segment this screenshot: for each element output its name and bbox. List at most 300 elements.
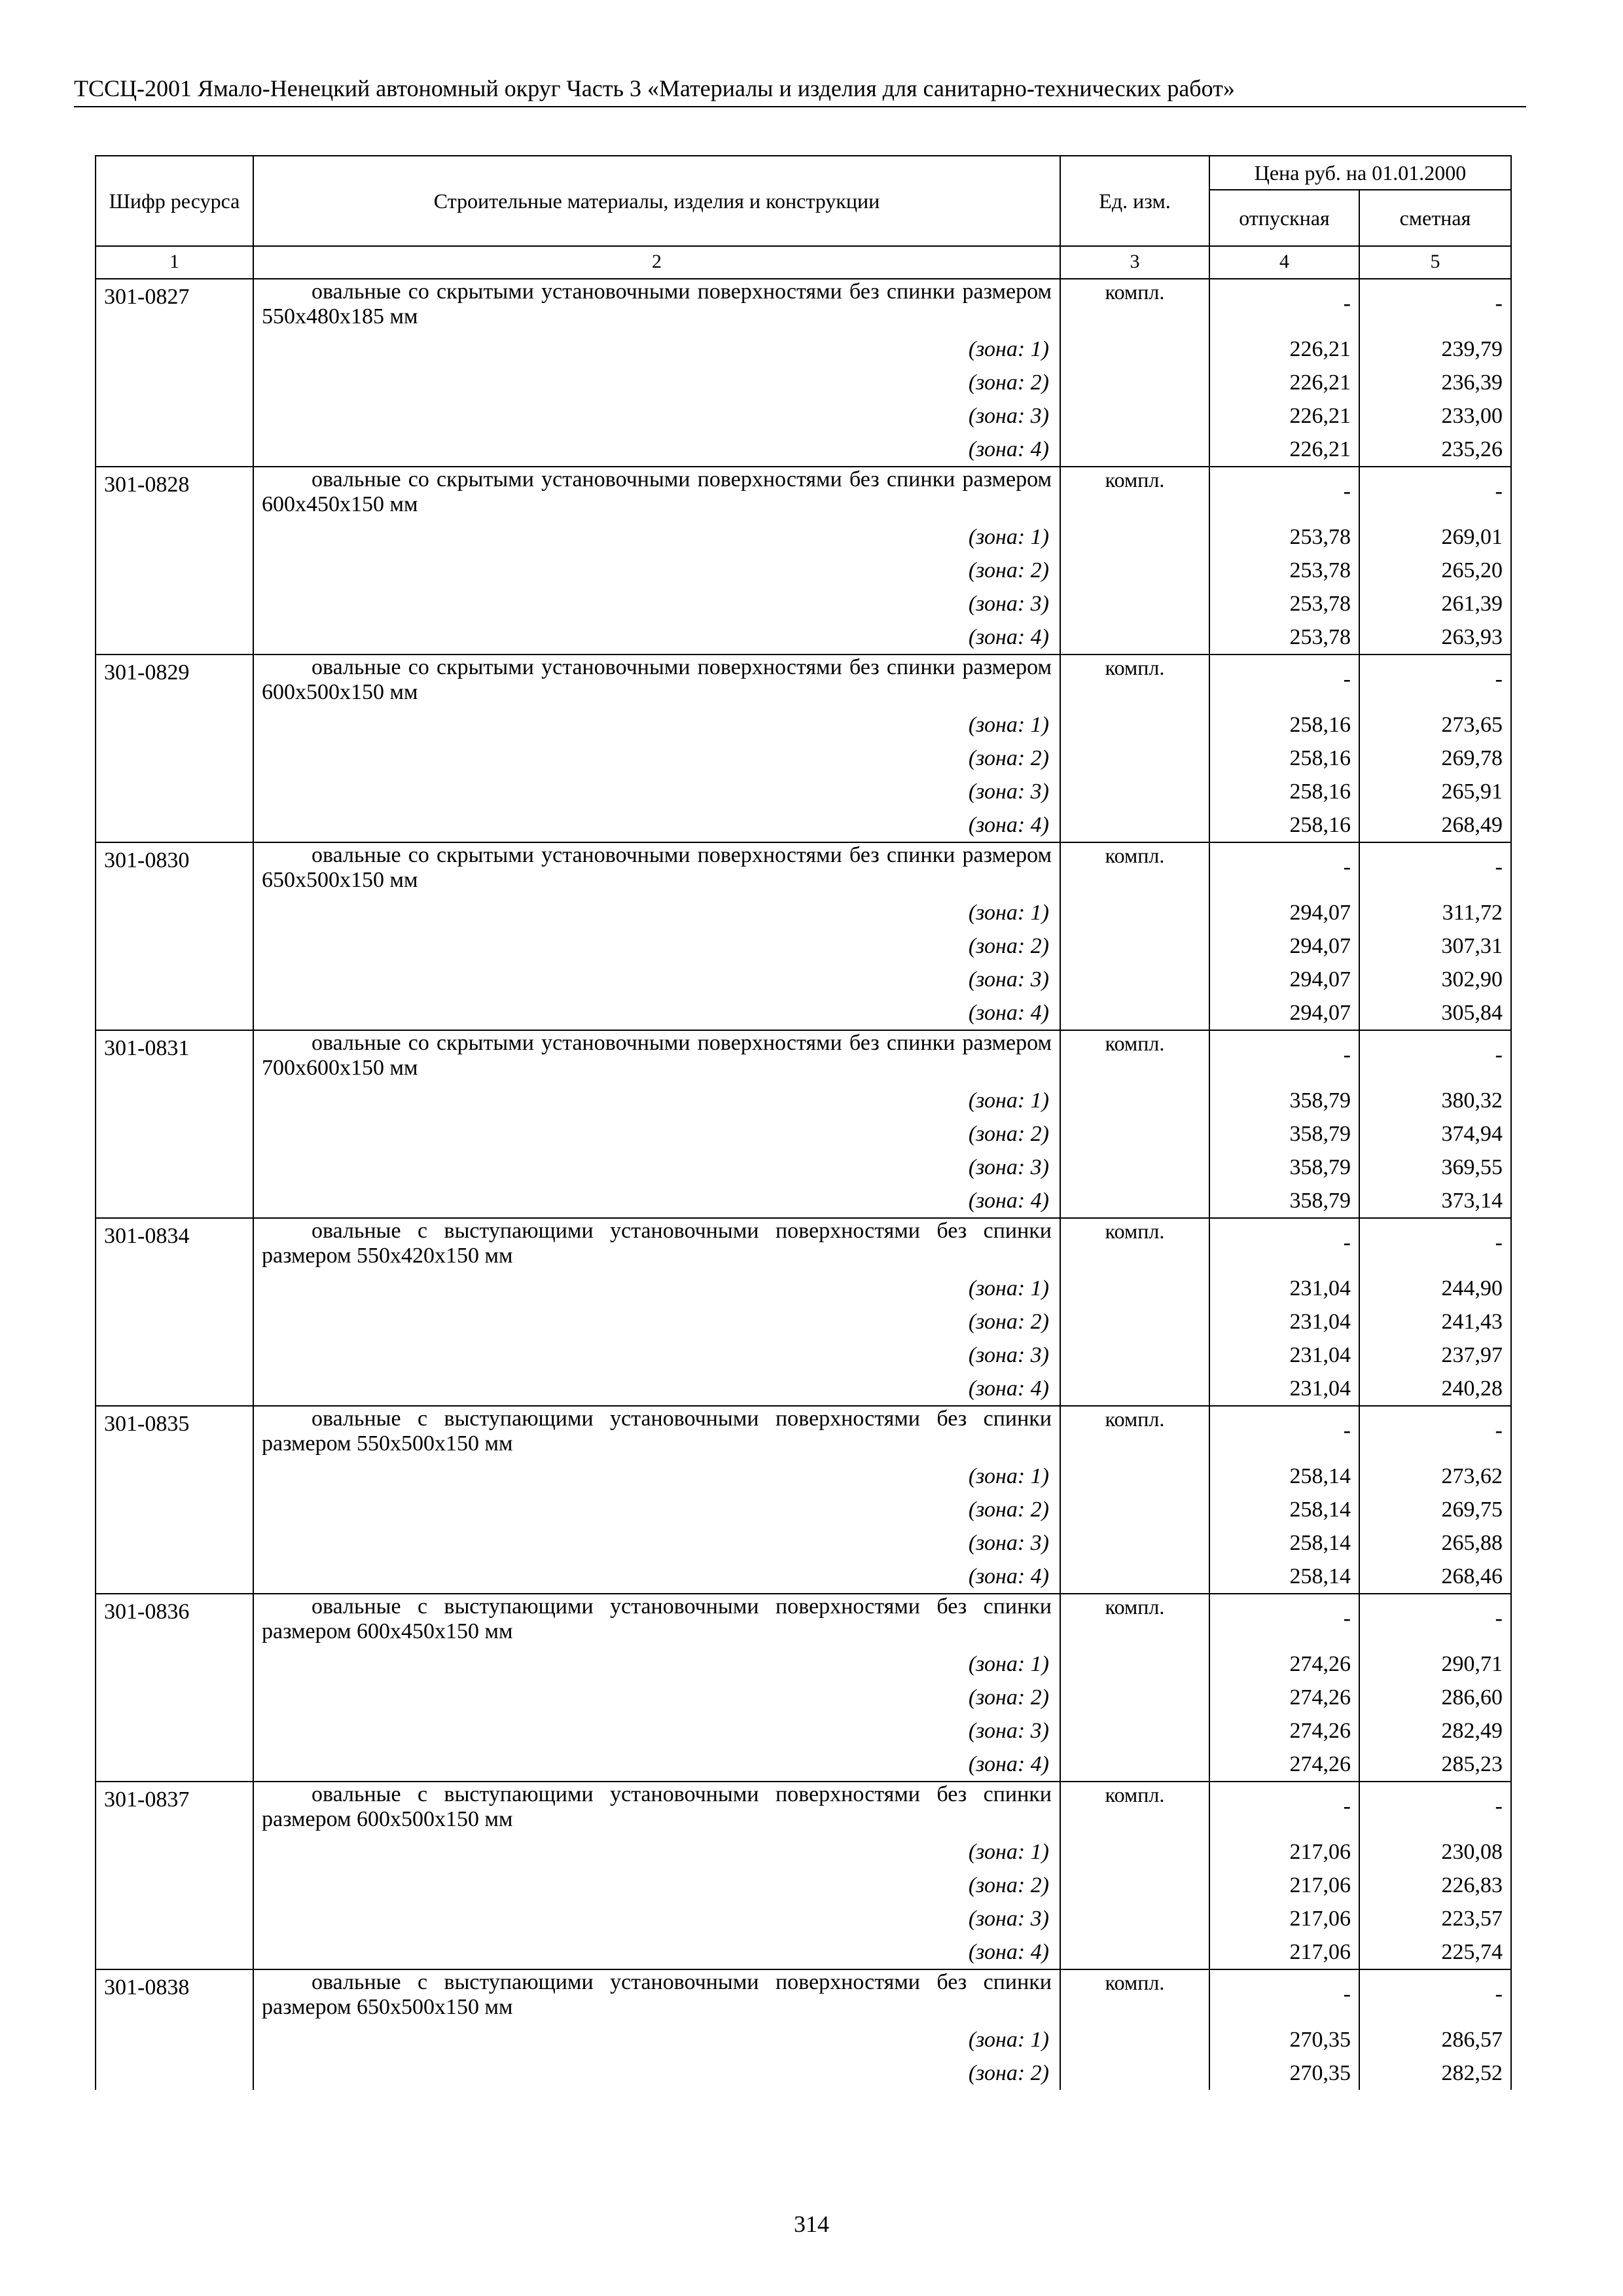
- empty-cell: [1060, 1151, 1209, 1184]
- zone-label: (зона: 2): [253, 554, 1060, 587]
- col-header-code: Шифр ресурса: [96, 156, 253, 246]
- empty-cell: [1060, 2056, 1209, 2090]
- zone-label: (зона: 1): [253, 2023, 1060, 2056]
- zone-row: [96, 2056, 1511, 2090]
- resource-unit: компл.: [1060, 1030, 1209, 1084]
- empty-cell: [96, 742, 253, 775]
- zone-row: [96, 520, 1511, 554]
- zone-label: (зона: 1): [253, 520, 1060, 554]
- zone-release-price: 226,21: [1209, 433, 1359, 467]
- resource-unit: компл.: [1060, 1782, 1209, 1835]
- zone-estimate-price: 374,94: [1359, 1117, 1511, 1151]
- resource-unit: компл.: [1060, 1969, 1209, 2023]
- empty-cell: [96, 1372, 253, 1406]
- estimate-price: -: [1359, 842, 1511, 896]
- resource-description: [253, 842, 1060, 896]
- col-header-release: отпускная: [1209, 190, 1359, 246]
- zone-row: [96, 1869, 1511, 1902]
- zone-row: [96, 1748, 1511, 1782]
- empty-cell: [1060, 366, 1209, 399]
- empty-cell: [1060, 1681, 1209, 1714]
- resource-description: [253, 1218, 1060, 1272]
- col-number: 2: [253, 246, 1060, 279]
- zone-estimate-price: 285,23: [1359, 1748, 1511, 1782]
- zone-label: (зона: 4): [253, 620, 1060, 655]
- zone-release-price: 274,26: [1209, 1748, 1359, 1782]
- col-header-name: Строительные материалы, изделия и конструкции: [253, 156, 1060, 246]
- zone-release-price: 226,21: [1209, 399, 1359, 433]
- zone-estimate-price: 265,88: [1359, 1526, 1511, 1560]
- zone-row: [96, 996, 1511, 1030]
- empty-cell: [1060, 1935, 1209, 1969]
- empty-cell: [1060, 1372, 1209, 1406]
- zone-label: (зона: 1): [253, 1647, 1060, 1681]
- resource-description-text: овальные со скрытыми установочными поверхностями без спинки размером 600х450х150 мм: [262, 467, 1052, 516]
- zone-release-price: 274,26: [1209, 1681, 1359, 1714]
- empty-cell: [1060, 1714, 1209, 1748]
- empty-cell: [96, 2056, 253, 2090]
- zone-label: (зона: 4): [253, 1184, 1060, 1218]
- zone-label: (зона: 2): [253, 366, 1060, 399]
- resource-description-text: овальные с выступающими установочными поверхностями без спинки размером 600х450х150 мм: [262, 1594, 1052, 1643]
- resource-description-text: овальные со скрытыми установочными поверхностями без спинки размером 700х600х150 мм: [262, 1031, 1052, 1080]
- empty-cell: [1060, 620, 1209, 655]
- empty-cell: [96, 520, 253, 554]
- resource-row: [96, 1030, 1511, 1084]
- resource-row: [96, 279, 1511, 332]
- zone-release-price: 217,06: [1209, 1902, 1359, 1935]
- zone-release-price: 258,14: [1209, 1460, 1359, 1493]
- resource-code: 301-0828: [96, 467, 253, 520]
- empty-cell: [96, 332, 253, 366]
- zone-row: [96, 896, 1511, 929]
- zone-release-price: 358,79: [1209, 1184, 1359, 1218]
- col-number: 1: [96, 246, 253, 279]
- release-price: -: [1209, 1594, 1359, 1647]
- zone-estimate-price: 236,39: [1359, 366, 1511, 399]
- empty-cell: [1060, 963, 1209, 996]
- empty-cell: [1060, 808, 1209, 842]
- resource-row: [96, 1594, 1511, 1647]
- resource-unit: компл.: [1060, 655, 1209, 708]
- zone-label: (зона: 2): [253, 2056, 1060, 2090]
- empty-cell: [96, 1681, 253, 1714]
- empty-cell: [1060, 1117, 1209, 1151]
- zone-estimate-price: 225,74: [1359, 1935, 1511, 1969]
- zone-release-price: 294,07: [1209, 996, 1359, 1030]
- zone-estimate-price: 230,08: [1359, 1835, 1511, 1869]
- empty-cell: [1060, 587, 1209, 620]
- resource-description-text: овальные со скрытыми установочными поверхностями без спинки размером 550х480х185 мм: [262, 279, 1052, 329]
- empty-cell: [1060, 996, 1209, 1030]
- header-rule: [74, 106, 1526, 107]
- zone-label: (зона: 4): [253, 1560, 1060, 1594]
- zone-label: (зона: 3): [253, 1151, 1060, 1184]
- estimate-price: -: [1359, 1030, 1511, 1084]
- zone-estimate-price: 240,28: [1359, 1372, 1511, 1406]
- empty-cell: [1060, 1084, 1209, 1117]
- document-header: ТССЦ-2001 Ямало-Ненецкий автономный округ Часть 3 «Материалы и изделия для санитарно-технических работ»: [74, 75, 1235, 101]
- release-price: -: [1209, 279, 1359, 332]
- empty-cell: [96, 366, 253, 399]
- zone-label: (зона: 3): [253, 963, 1060, 996]
- zone-row: [96, 332, 1511, 366]
- zone-release-price: 294,07: [1209, 963, 1359, 996]
- zone-row: [96, 2023, 1511, 2056]
- resource-unit: компл.: [1060, 842, 1209, 896]
- zone-label: (зона: 4): [253, 1372, 1060, 1406]
- zone-label: (зона: 1): [253, 1272, 1060, 1305]
- zone-release-price: 226,21: [1209, 332, 1359, 366]
- zone-estimate-price: 286,57: [1359, 2023, 1511, 2056]
- resource-code: 301-0838: [96, 1969, 253, 2023]
- zone-row: [96, 366, 1511, 399]
- empty-cell: [96, 1117, 253, 1151]
- zone-row: [96, 1184, 1511, 1218]
- empty-cell: [96, 433, 253, 467]
- estimate-price: -: [1359, 1782, 1511, 1835]
- zone-release-price: 270,35: [1209, 2023, 1359, 2056]
- zone-release-price: 294,07: [1209, 929, 1359, 963]
- zone-label: (зона: 4): [253, 433, 1060, 467]
- resource-row: [96, 1406, 1511, 1460]
- zone-estimate-price: 241,43: [1359, 1305, 1511, 1338]
- zone-label: (зона: 3): [253, 1714, 1060, 1748]
- zone-row: [96, 1151, 1511, 1184]
- empty-cell: [96, 1560, 253, 1594]
- empty-cell: [1060, 2023, 1209, 2056]
- estimate-price: -: [1359, 467, 1511, 520]
- zone-release-price: 258,16: [1209, 708, 1359, 742]
- estimate-price: -: [1359, 1406, 1511, 1460]
- zone-release-price: 258,16: [1209, 808, 1359, 842]
- resource-unit: компл.: [1060, 279, 1209, 332]
- resource-code: 301-0834: [96, 1218, 253, 1272]
- resource-row: [96, 655, 1511, 708]
- zone-label: (зона: 1): [253, 896, 1060, 929]
- resource-description: [253, 1406, 1060, 1460]
- zone-release-price: 231,04: [1209, 1338, 1359, 1372]
- zone-row: [96, 620, 1511, 655]
- empty-cell: [1060, 1560, 1209, 1594]
- zone-estimate-price: 373,14: [1359, 1184, 1511, 1218]
- resource-description-text: овальные с выступающими установочными поверхностями без спинки размером 550х500х150 мм: [262, 1407, 1052, 1456]
- page-number: 314: [794, 2211, 829, 2237]
- zone-estimate-price: 290,71: [1359, 1647, 1511, 1681]
- estimate-price: -: [1359, 1969, 1511, 2023]
- zone-row: [96, 708, 1511, 742]
- resource-code: 301-0836: [96, 1594, 253, 1647]
- release-price: -: [1209, 1218, 1359, 1272]
- resource-description: [253, 279, 1060, 332]
- empty-cell: [1060, 433, 1209, 467]
- zone-estimate-price: 369,55: [1359, 1151, 1511, 1184]
- zone-row: [96, 1835, 1511, 1869]
- zone-release-price: 358,79: [1209, 1084, 1359, 1117]
- empty-cell: [96, 2023, 253, 2056]
- release-price: -: [1209, 1969, 1359, 2023]
- empty-cell: [1060, 1184, 1209, 1218]
- zone-release-price: 258,14: [1209, 1560, 1359, 1594]
- empty-cell: [1060, 742, 1209, 775]
- zone-row: [96, 775, 1511, 808]
- empty-cell: [1060, 929, 1209, 963]
- zone-label: (зона: 3): [253, 399, 1060, 433]
- empty-cell: [96, 1869, 253, 1902]
- zone-estimate-price: 265,91: [1359, 775, 1511, 808]
- resource-row: [96, 467, 1511, 520]
- zone-estimate-price: 311,72: [1359, 896, 1511, 929]
- zone-label: (зона: 2): [253, 929, 1060, 963]
- col-number: 4: [1209, 246, 1359, 279]
- zone-row: [96, 1681, 1511, 1714]
- zone-row: [96, 1526, 1511, 1560]
- resource-code: 301-0835: [96, 1406, 253, 1460]
- zone-label: (зона: 4): [253, 996, 1060, 1030]
- resource-row: [96, 842, 1511, 896]
- resource-code: 301-0837: [96, 1782, 253, 1835]
- col-number: 3: [1060, 246, 1209, 279]
- resource-unit: компл.: [1060, 1594, 1209, 1647]
- zone-estimate-price: 305,84: [1359, 996, 1511, 1030]
- empty-cell: [1060, 708, 1209, 742]
- empty-cell: [1060, 1748, 1209, 1782]
- zone-release-price: 217,06: [1209, 1935, 1359, 1969]
- empty-cell: [1060, 1305, 1209, 1338]
- release-price: -: [1209, 467, 1359, 520]
- zone-release-price: 231,04: [1209, 1372, 1359, 1406]
- empty-cell: [96, 996, 253, 1030]
- zone-estimate-price: 244,90: [1359, 1272, 1511, 1305]
- zone-row: [96, 587, 1511, 620]
- zone-estimate-price: 302,90: [1359, 963, 1511, 996]
- empty-cell: [96, 1748, 253, 1782]
- zone-estimate-price: 269,78: [1359, 742, 1511, 775]
- zone-label: (зона: 3): [253, 587, 1060, 620]
- release-price: -: [1209, 655, 1359, 708]
- zone-release-price: 226,21: [1209, 366, 1359, 399]
- resource-description: [253, 1782, 1060, 1835]
- empty-cell: [1060, 554, 1209, 587]
- zone-row: [96, 1460, 1511, 1493]
- zone-row: [96, 1935, 1511, 1969]
- zone-label: (зона: 1): [253, 708, 1060, 742]
- zone-label: (зона: 3): [253, 1338, 1060, 1372]
- estimate-price: -: [1359, 655, 1511, 708]
- zone-row: [96, 1372, 1511, 1406]
- zone-estimate-price: 268,49: [1359, 808, 1511, 842]
- col-header-unit: Ед. изм.: [1060, 156, 1209, 246]
- resource-description: [253, 467, 1060, 520]
- empty-cell: [96, 1338, 253, 1372]
- zone-row: [96, 433, 1511, 467]
- zone-release-price: 253,78: [1209, 554, 1359, 587]
- empty-cell: [96, 1272, 253, 1305]
- empty-cell: [1060, 399, 1209, 433]
- resource-description: [253, 1594, 1060, 1647]
- zone-label: (зона: 1): [253, 1084, 1060, 1117]
- empty-cell: [1060, 1493, 1209, 1526]
- empty-cell: [96, 929, 253, 963]
- col-header-estimate: сметная: [1359, 190, 1511, 246]
- zone-row: [96, 963, 1511, 996]
- zone-estimate-price: 226,83: [1359, 1869, 1511, 1902]
- estimate-price: -: [1359, 279, 1511, 332]
- zone-release-price: 258,14: [1209, 1526, 1359, 1560]
- zone-estimate-price: 282,49: [1359, 1714, 1511, 1748]
- zone-label: (зона: 4): [253, 1748, 1060, 1782]
- zone-label: (зона: 2): [253, 742, 1060, 775]
- zone-estimate-price: 269,01: [1359, 520, 1511, 554]
- zone-release-price: 258,16: [1209, 742, 1359, 775]
- resource-code: 301-0831: [96, 1030, 253, 1084]
- resource-description: [253, 1030, 1060, 1084]
- zone-release-price: 258,16: [1209, 775, 1359, 808]
- empty-cell: [96, 1460, 253, 1493]
- empty-cell: [96, 1493, 253, 1526]
- zone-row: [96, 1338, 1511, 1372]
- resource-unit: компл.: [1060, 1218, 1209, 1272]
- zone-row: [96, 1647, 1511, 1681]
- empty-cell: [96, 1835, 253, 1869]
- zone-row: [96, 1084, 1511, 1117]
- zone-estimate-price: 282,52: [1359, 2056, 1511, 2090]
- zone-row: [96, 1560, 1511, 1594]
- release-price: -: [1209, 1782, 1359, 1835]
- resource-row: [96, 1969, 1511, 2023]
- empty-cell: [96, 587, 253, 620]
- zone-estimate-price: 263,93: [1359, 620, 1511, 655]
- empty-cell: [96, 708, 253, 742]
- zone-estimate-price: 239,79: [1359, 332, 1511, 366]
- zone-label: (зона: 2): [253, 1493, 1060, 1526]
- zone-label: (зона: 2): [253, 1117, 1060, 1151]
- zone-release-price: 258,14: [1209, 1493, 1359, 1526]
- zone-row: [96, 929, 1511, 963]
- estimate-price: -: [1359, 1594, 1511, 1647]
- zone-release-price: 274,26: [1209, 1714, 1359, 1748]
- zone-row: [96, 1272, 1511, 1305]
- empty-cell: [96, 399, 253, 433]
- zone-release-price: 294,07: [1209, 896, 1359, 929]
- release-price: -: [1209, 1030, 1359, 1084]
- resource-description-text: овальные со скрытыми установочными поверхностями без спинки размером 650х500х150 мм: [262, 843, 1052, 892]
- zone-row: [96, 1714, 1511, 1748]
- resource-row: [96, 1218, 1511, 1272]
- resource-description-text: овальные со скрытыми установочными поверхностями без спинки размером 600х500х150 мм: [262, 655, 1052, 704]
- empty-cell: [96, 1151, 253, 1184]
- empty-cell: [1060, 520, 1209, 554]
- resource-description: [253, 655, 1060, 708]
- zone-row: [96, 399, 1511, 433]
- estimate-price: -: [1359, 1218, 1511, 1272]
- zone-row: [96, 1493, 1511, 1526]
- resource-code: 301-0827: [96, 279, 253, 332]
- zone-release-price: 253,78: [1209, 520, 1359, 554]
- zone-label: (зона: 4): [253, 1935, 1060, 1969]
- empty-cell: [1060, 1835, 1209, 1869]
- zone-release-price: 270,35: [1209, 2056, 1359, 2090]
- zone-estimate-price: 237,97: [1359, 1338, 1511, 1372]
- empty-cell: [96, 1902, 253, 1935]
- resource-description-text: овальные с выступающими установочными поверхностями без спинки размером 550х420х150 мм: [262, 1219, 1052, 1268]
- resource-description-text: овальные с выступающими установочными поверхностями без спинки размером 650х500х150 мм: [262, 1970, 1052, 2019]
- col-header-price-group: Цена руб. на 01.01.2000: [1209, 156, 1511, 190]
- empty-cell: [1060, 896, 1209, 929]
- resource-description: [253, 1969, 1060, 2023]
- release-price: -: [1209, 1406, 1359, 1460]
- empty-cell: [96, 1184, 253, 1218]
- zone-row: [96, 742, 1511, 775]
- zone-label: (зона: 4): [253, 808, 1060, 842]
- empty-cell: [96, 963, 253, 996]
- empty-cell: [96, 1526, 253, 1560]
- zone-label: (зона: 3): [253, 1526, 1060, 1560]
- empty-cell: [96, 1305, 253, 1338]
- empty-cell: [1060, 1902, 1209, 1935]
- resource-unit: компл.: [1060, 1406, 1209, 1460]
- empty-cell: [96, 620, 253, 655]
- zone-release-price: 231,04: [1209, 1305, 1359, 1338]
- empty-cell: [1060, 332, 1209, 366]
- empty-cell: [96, 1084, 253, 1117]
- empty-cell: [96, 554, 253, 587]
- empty-cell: [96, 1647, 253, 1681]
- resource-code: 301-0830: [96, 842, 253, 896]
- zone-label: (зона: 2): [253, 1681, 1060, 1714]
- zone-release-price: 217,06: [1209, 1869, 1359, 1902]
- zone-release-price: 217,06: [1209, 1835, 1359, 1869]
- resource-row: [96, 1782, 1511, 1835]
- zone-release-price: 231,04: [1209, 1272, 1359, 1305]
- empty-cell: [1060, 775, 1209, 808]
- zone-estimate-price: 235,26: [1359, 433, 1511, 467]
- zone-estimate-price: 380,32: [1359, 1084, 1511, 1117]
- zone-label: (зона: 1): [253, 332, 1060, 366]
- empty-cell: [96, 1935, 253, 1969]
- zone-estimate-price: 223,57: [1359, 1902, 1511, 1935]
- zone-release-price: 253,78: [1209, 587, 1359, 620]
- resource-unit: компл.: [1060, 467, 1209, 520]
- empty-cell: [1060, 1460, 1209, 1493]
- empty-cell: [1060, 1647, 1209, 1681]
- resource-code: 301-0829: [96, 655, 253, 708]
- zone-release-price: 253,78: [1209, 620, 1359, 655]
- price-table: [95, 155, 1512, 2090]
- table-body: [96, 279, 1511, 2090]
- empty-cell: [1060, 1338, 1209, 1372]
- empty-cell: [96, 808, 253, 842]
- zone-estimate-price: 273,62: [1359, 1460, 1511, 1493]
- zone-estimate-price: 269,75: [1359, 1493, 1511, 1526]
- zone-label: (зона: 3): [253, 775, 1060, 808]
- zone-row: [96, 1117, 1511, 1151]
- zone-row: [96, 1305, 1511, 1338]
- zone-label: (зона: 1): [253, 1835, 1060, 1869]
- zone-label: (зона: 1): [253, 1460, 1060, 1493]
- zone-estimate-price: 268,46: [1359, 1560, 1511, 1594]
- empty-cell: [96, 1714, 253, 1748]
- zone-estimate-price: 265,20: [1359, 554, 1511, 587]
- zone-label: (зона: 2): [253, 1305, 1060, 1338]
- empty-cell: [96, 896, 253, 929]
- empty-cell: [1060, 1526, 1209, 1560]
- zone-row: [96, 1902, 1511, 1935]
- zone-release-price: 358,79: [1209, 1117, 1359, 1151]
- zone-release-price: 274,26: [1209, 1647, 1359, 1681]
- empty-cell: [1060, 1272, 1209, 1305]
- zone-estimate-price: 233,00: [1359, 399, 1511, 433]
